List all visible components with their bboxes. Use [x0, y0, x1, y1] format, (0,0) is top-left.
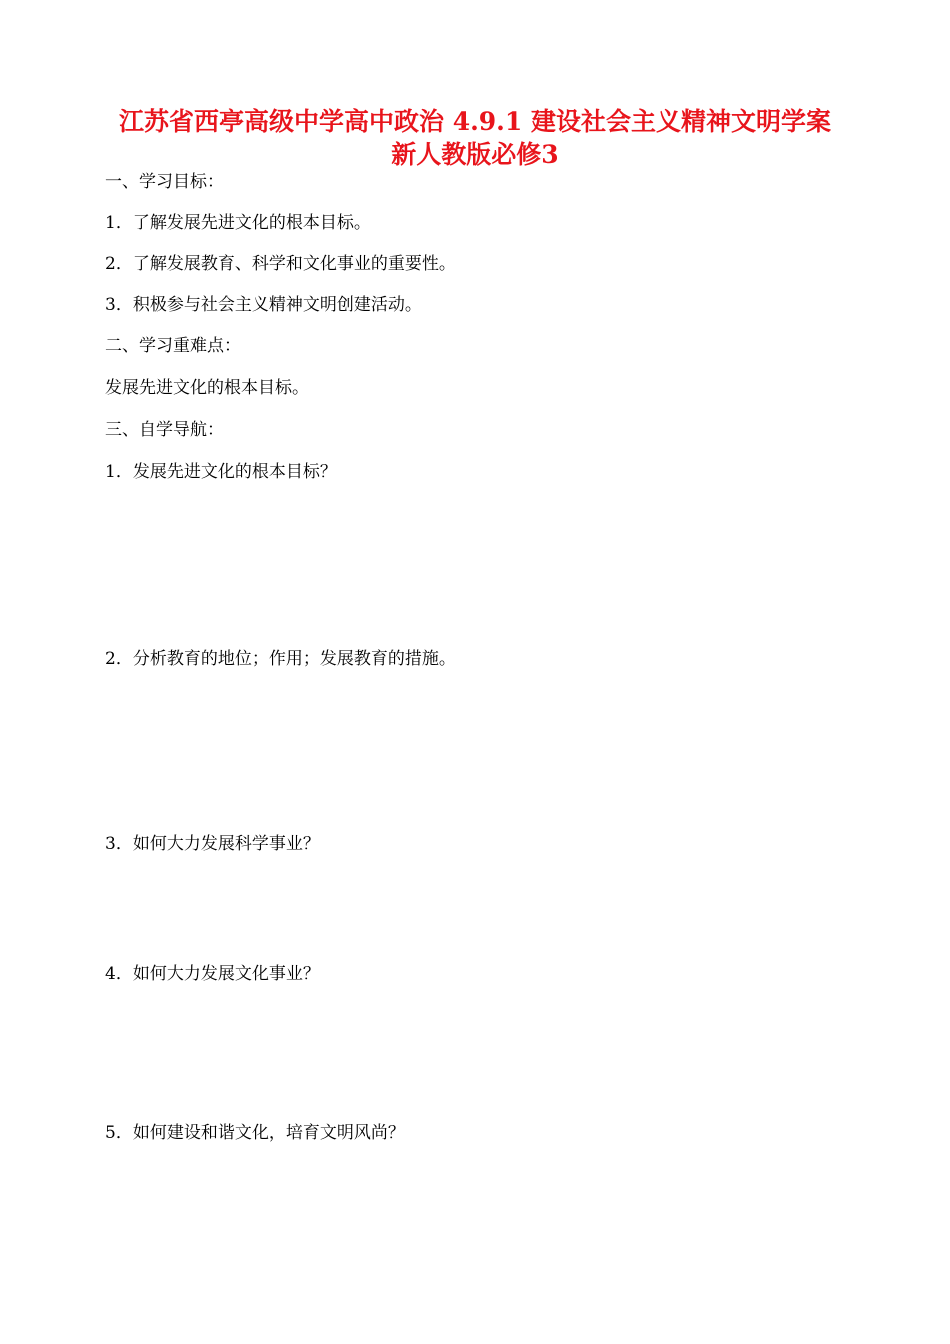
question-5: 5．如何建设和谐文化，培育文明风尚？ — [105, 1123, 405, 1143]
document-title-line-1: 江苏省西亭高级中学高中政治 4.9.1 建设社会主义精神文明学案 — [118, 107, 831, 136]
document-title-line-2: 新人教版必修3 — [391, 140, 559, 169]
key-points-heading: 二、学习重难点： — [105, 336, 241, 356]
objective-item-3: 3．积极参与社会主义精神文明创建活动。 — [105, 295, 422, 315]
self-study-heading: 三、自学导航： — [105, 420, 224, 440]
question-2: 2．分析教育的地位；作用；发展教育的措施。 — [105, 649, 456, 669]
question-3: 3．如何大力发展科学事业？ — [105, 834, 320, 854]
question-1: 1．发展先进文化的根本目标？ — [105, 462, 337, 482]
key-points-text: 发展先进文化的根本目标。 — [105, 378, 309, 398]
question-4: 4．如何大力发展文化事业？ — [105, 964, 320, 984]
objective-item-2: 2．了解发展教育、科学和文化事业的重要性。 — [105, 254, 456, 274]
objectives-heading: 一、学习目标： — [105, 172, 224, 192]
objective-item-1: 1．了解发展先进文化的根本目标。 — [105, 213, 371, 233]
